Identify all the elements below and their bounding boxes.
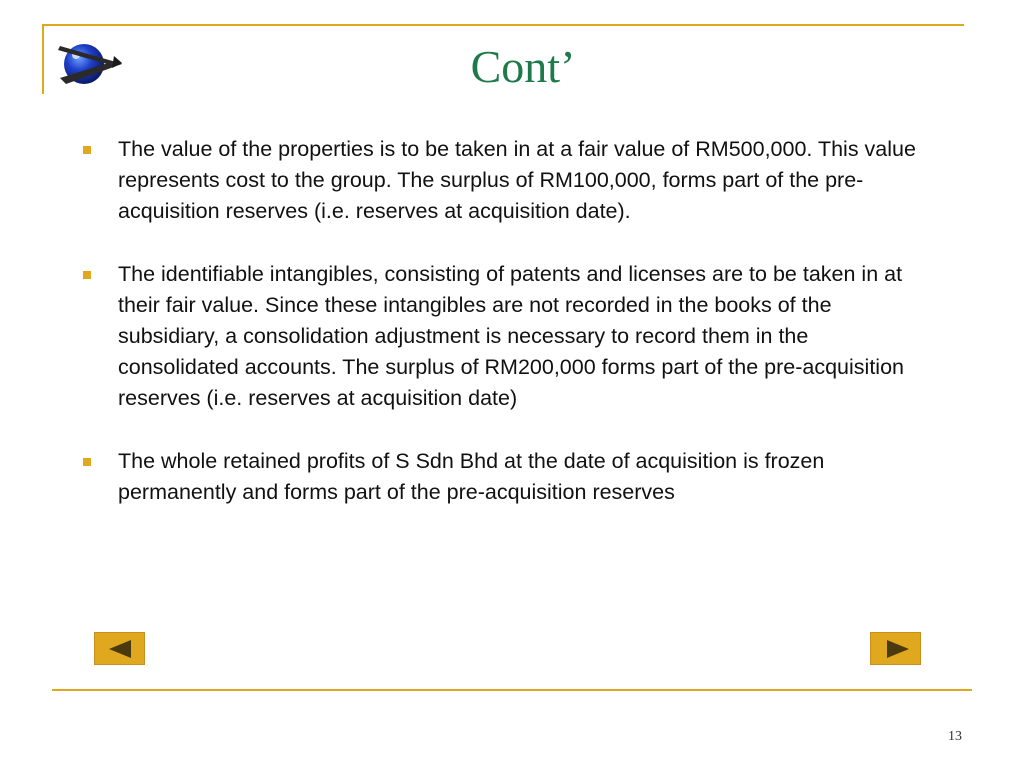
bullet-text: The whole retained profits of S Sdn Bhd at the date of acquisition is frozen permanently and forms part of the pre-acquisition reserves <box>118 449 825 504</box>
square-bullet-icon <box>83 458 91 466</box>
triangle-right-icon <box>887 640 909 658</box>
bullet-item-retained-profits <box>80 446 930 508</box>
bullet-item-intangibles <box>80 259 930 414</box>
bullet-text: The identifiable intangibles, consisting of patents and licenses are to be taken in at their fair value. Since these intangibles are not recorded in the books of the subsidiary, a consolidation adjustment is necessary to record them in the consolidated accounts. The surplus of RM200,000 forms part of the pre-acquisition reserves (i.e. reserves at acquisition date) <box>118 262 904 410</box>
header-rule-top <box>42 24 964 26</box>
page-number: 13 <box>948 729 962 744</box>
triangle-left-icon <box>109 640 131 658</box>
slide-title: Cont’ <box>470 41 576 92</box>
next-slide-button[interactable] <box>870 632 921 665</box>
bullet-text: The value of the properties is to be taken in at a fair value of RM500,000. This value represents cost to the group. The surplus of RM100,000, forms part of the pre-acquisition reserves (i.e. reserves at acquisition date). <box>118 137 916 223</box>
square-bullet-icon <box>83 146 91 154</box>
bullet-item-properties <box>80 134 930 227</box>
bullet-list <box>80 134 930 540</box>
previous-slide-button[interactable] <box>94 632 145 665</box>
footer-rule <box>52 689 972 691</box>
square-bullet-icon <box>83 271 91 279</box>
